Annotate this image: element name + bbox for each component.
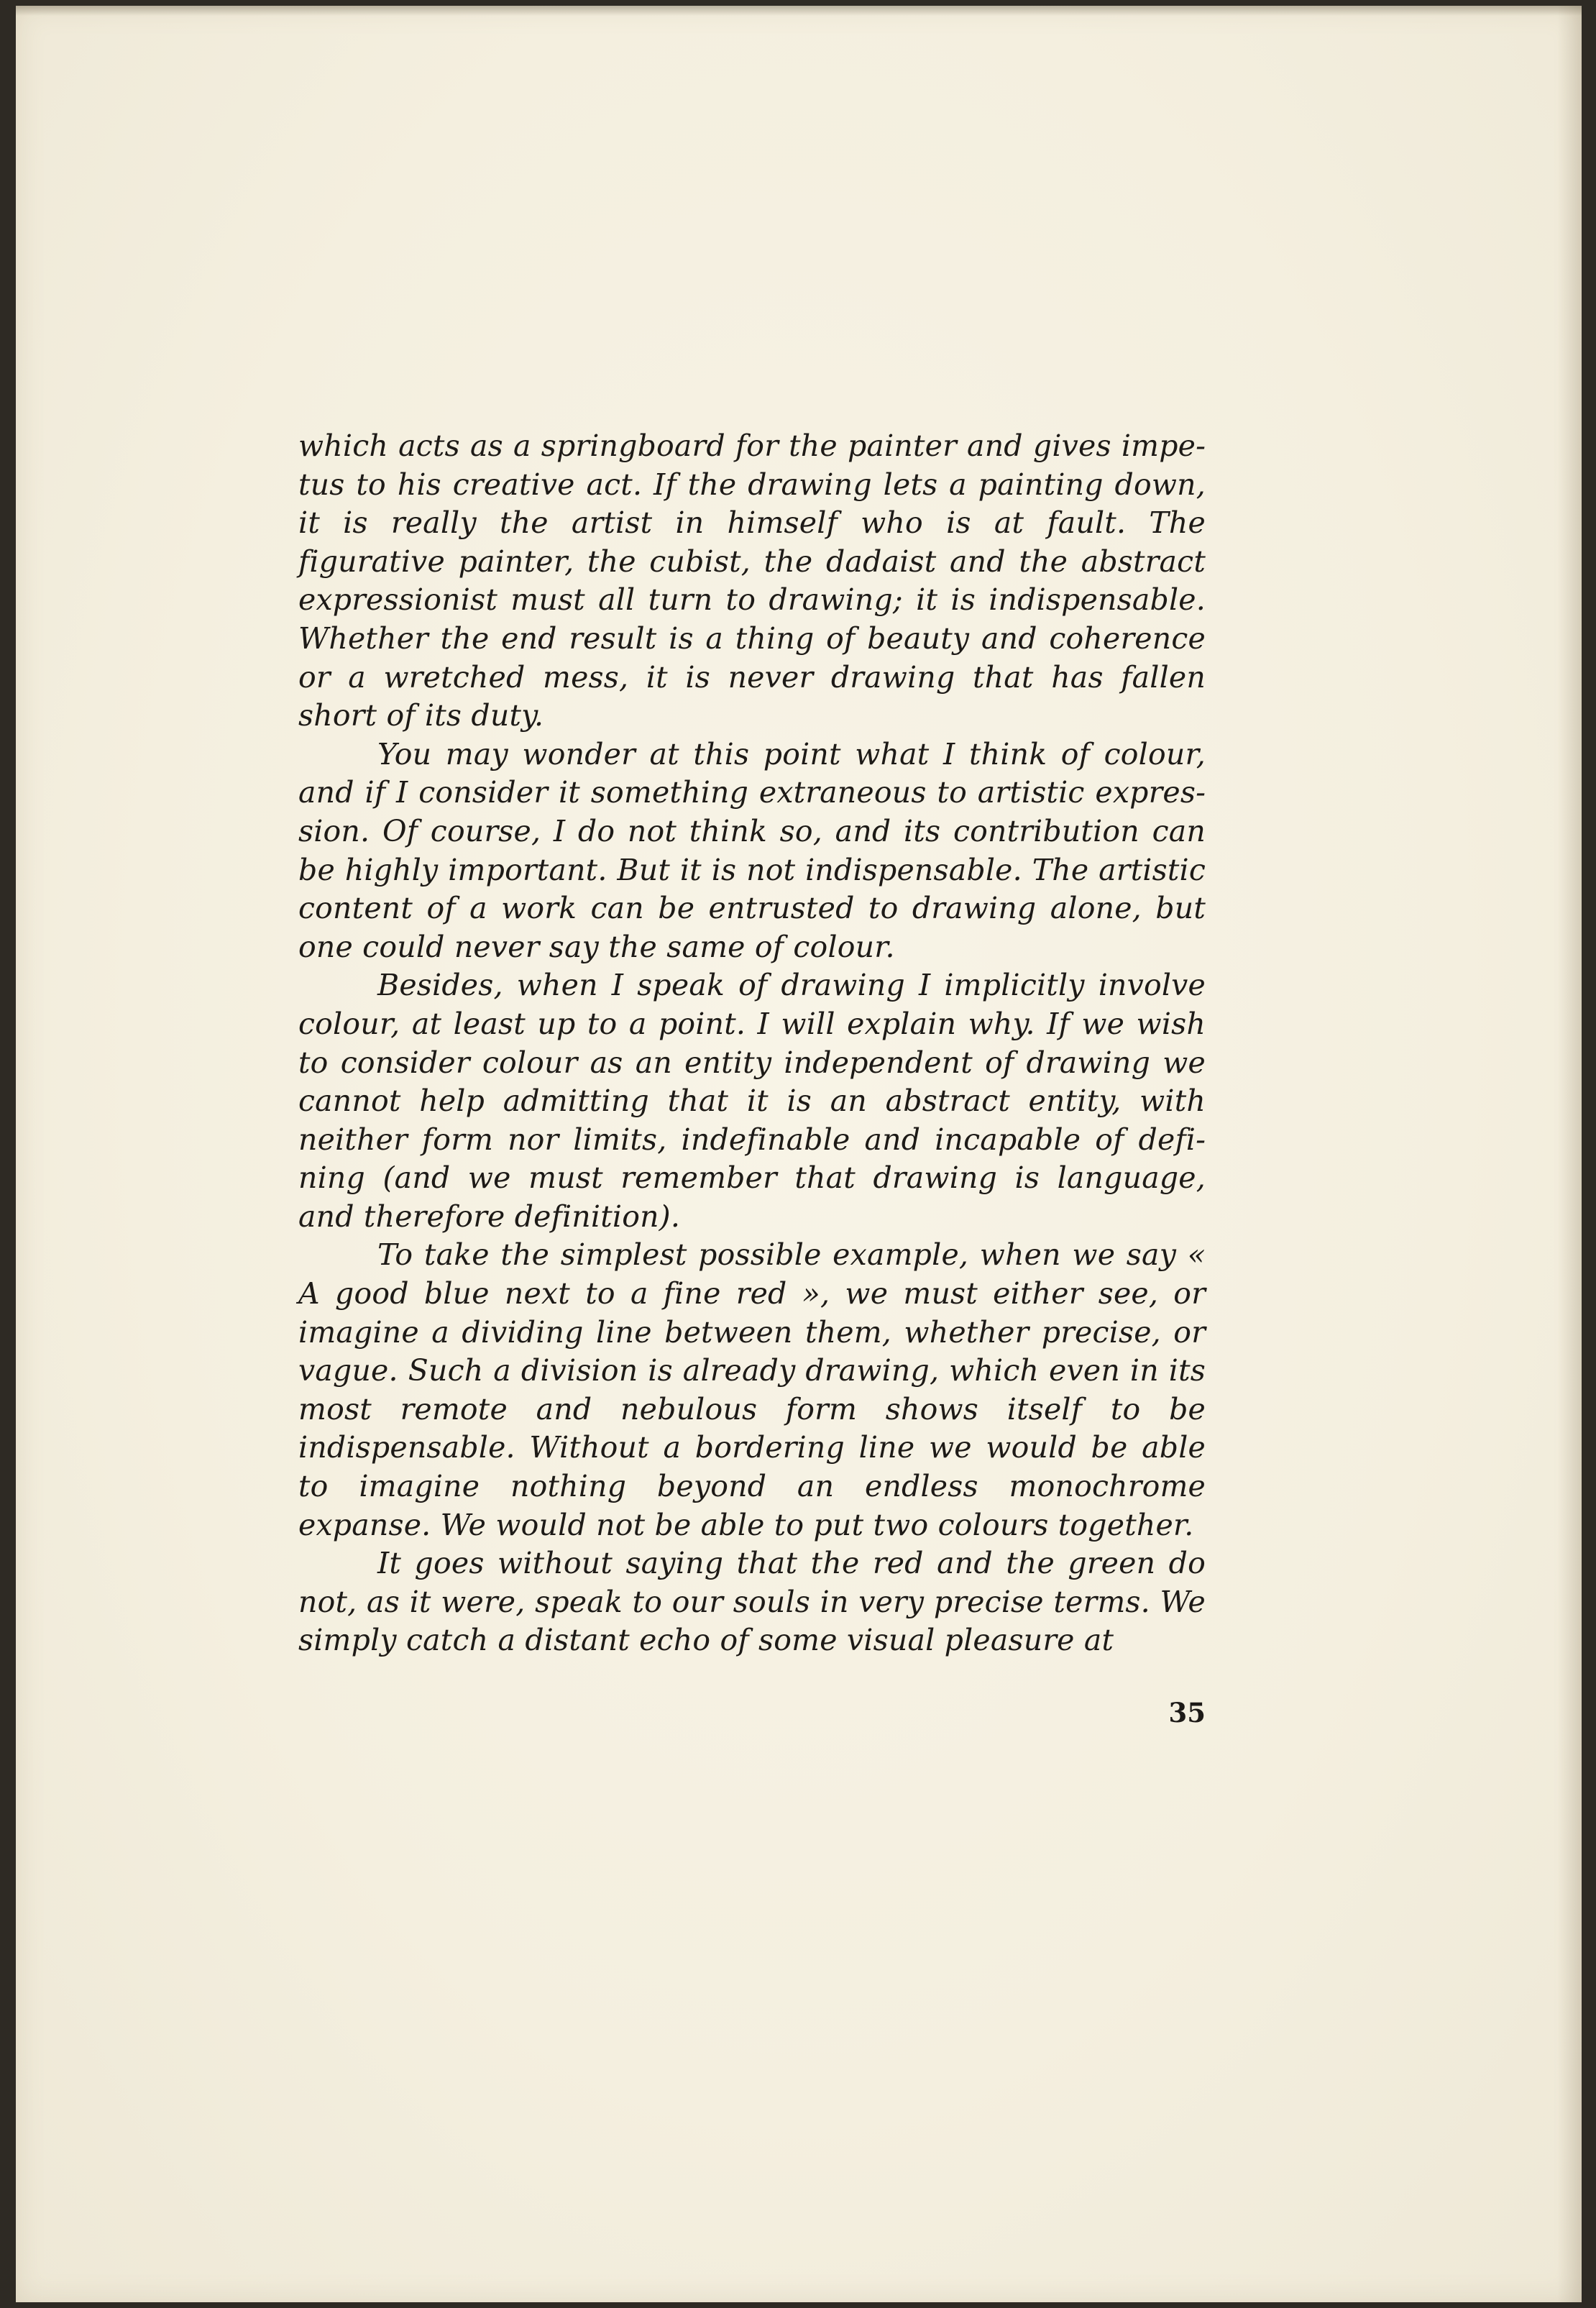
paragraph-2: You may wonder at this point what I think of colour, and if I consider it something extraneous to artistic expression. Of course, I do not think so, and its contribution can be highly important. But it is not indispensable. The artistic content of a work can be entrusted to drawing alone, but one could never say the same of colour.	[298, 736, 1206, 964]
paragraph-3: Besides, when I speak of drawing I implicitly involve colour, at least up to a point. I will explain why. If we wish to consider colour as an entity independent of drawing we cannot help admitting that it is an abstract entity, with neither form nor limits, indefinable and incapable of defining (and we must remember that drawing is language, and therefore definition).	[298, 968, 1206, 1234]
body-text	[298, 427, 1206, 1660]
page-number: 35	[1168, 1697, 1206, 1728]
paragraph-1: which acts as a springboard for the painter and gives impetus to his creative act. If the drawing lets a painting down, it is really the artist in himself who is at fault. The figurative painter, the cubist, the dadaist and the abstract expressionist must all turn to drawing; it is indispensable. Whether the end result is a thing of beauty and coherence or a wretched mess, it is never drawing that has fallen short of its duty.	[298, 429, 1206, 733]
paragraph-4: To take the simplest possible example, when we say « A good blue next to a fine red », we must either see, or imagine a dividing line between them, whether precise, or vague. Such a division is already drawing, which even in its most remote and nebulous form shows itself to be indispensable. Without a bordering line we would be able to imagine nothing beyond an endless monochrome expanse. We would not be able to put two colours together.	[298, 1237, 1206, 1542]
book-page	[16, 6, 1582, 2302]
paragraph-5: It goes without saying that the red and the green do not, as it were, speak to our souls in very precise terms. We simply catch a distant echo of some visual pleasure at	[298, 1546, 1206, 1658]
page-top-edge	[16, 6, 1582, 16]
page-right-edge	[1557, 6, 1582, 2302]
